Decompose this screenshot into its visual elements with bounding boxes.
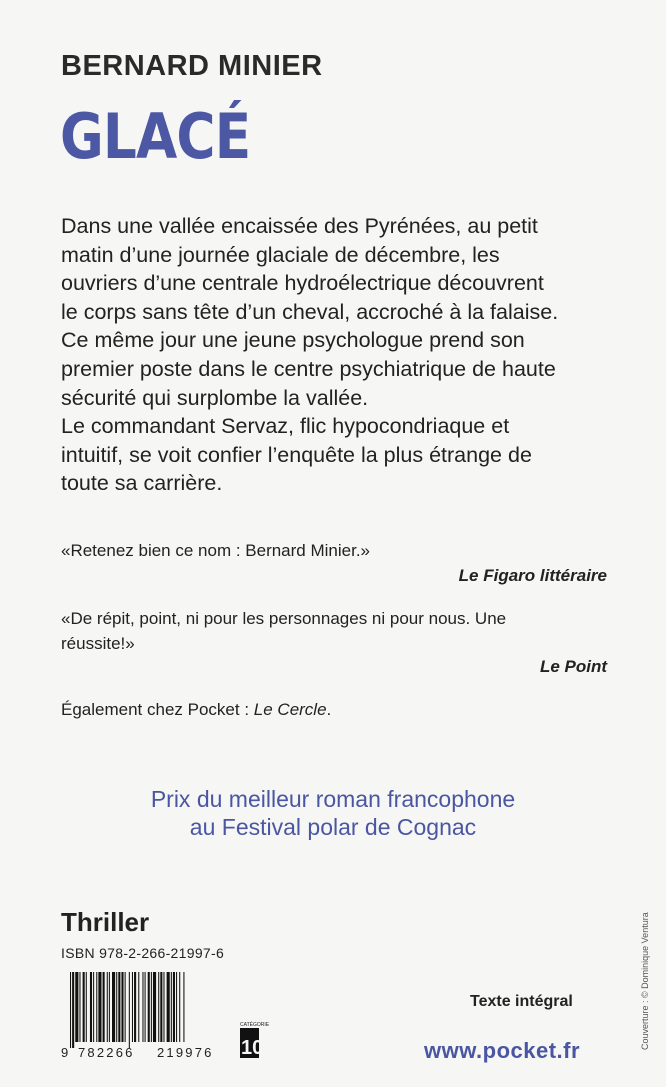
barcode-bar xyxy=(93,972,94,1042)
quote-text: «De répit, point, ni pour les personnages ni pour nous. Une xyxy=(61,609,507,628)
barcode-bar xyxy=(79,972,80,1042)
barcode-bar xyxy=(107,972,108,1042)
barcode-bar xyxy=(151,972,152,1042)
barcode-bar xyxy=(83,972,85,1042)
category-label: CATÉGORIE xyxy=(240,1022,270,1028)
book-title: GLACÉ xyxy=(60,100,251,173)
category-value: 10 xyxy=(241,1037,264,1059)
also-suffix: . xyxy=(326,700,332,719)
barcode-bar xyxy=(116,972,117,1042)
barcode-bars xyxy=(70,972,184,1048)
barcode-bar xyxy=(129,972,130,1048)
barcode-right-digits: 219976 xyxy=(157,1045,214,1060)
barcode-bar xyxy=(98,972,101,1042)
barcode-bar xyxy=(176,972,177,1042)
blurb-line: matin d’une journée glaciale de décembre, les xyxy=(61,242,500,267)
barcode-bar xyxy=(158,972,159,1042)
quote-text: «Retenez bien ce nom : Bernard Minier.» xyxy=(61,541,371,560)
blurb-line: Le commandant Servaz, flic hypocondriaque et xyxy=(61,414,510,439)
barcode-bar xyxy=(118,972,120,1042)
quote-source: Le Point xyxy=(539,657,607,676)
publisher-url: www.pocket.fr xyxy=(424,1038,581,1063)
blurb-line: Dans une vallée encaissée des Pyrénées, au petit xyxy=(61,214,538,238)
blurb-line: premier poste dans le centre psychiatrique de haute xyxy=(61,356,556,381)
barcode-bar xyxy=(145,972,146,1042)
blurb-line: toute sa carrière. xyxy=(61,471,223,496)
barcode-bar xyxy=(153,972,156,1042)
also-prefix: Également chez Pocket : xyxy=(61,700,254,719)
quote-source: Le Figaro littéraire xyxy=(458,566,607,585)
edition-label: Texte intégral xyxy=(470,993,573,1010)
barcode-bar xyxy=(103,972,105,1042)
barcode-bar xyxy=(179,972,180,1042)
blurb-line: intuitif, se voit confier l’enquête la plus étrange de xyxy=(61,442,532,467)
barcode xyxy=(60,970,270,1060)
barcode-leading-digit: 9 xyxy=(61,1045,69,1060)
barcode-bar xyxy=(163,972,164,1042)
also-available xyxy=(61,700,331,720)
barcode-bar xyxy=(171,972,172,1042)
barcode-bar xyxy=(86,972,87,1042)
barcode-bar xyxy=(125,972,126,1042)
barcode-bar xyxy=(148,972,150,1042)
quote-text: réussite!» xyxy=(61,634,135,653)
barcode-bar xyxy=(121,972,123,1042)
barcode-left-digits: 782266 xyxy=(78,1045,135,1060)
blurb-line: sécurité qui surplombe la vallée. xyxy=(61,385,369,410)
blurb-line: ouvriers d’une centrale hydroélectrique découvrent xyxy=(61,271,544,296)
prize-award xyxy=(60,785,606,841)
isbn-text: ISBN 978-2-266-21997-6 xyxy=(61,945,225,961)
barcode-bar xyxy=(132,972,133,1042)
also-work-title: Le Cercle xyxy=(253,700,327,719)
blurb-line: Ce même jour une jeune psychologue prend son xyxy=(61,328,525,353)
barcode-bar xyxy=(90,972,92,1042)
category-badge xyxy=(240,1021,270,1059)
prize-line: Prix du meilleur roman francophone xyxy=(150,786,516,812)
barcode-bar xyxy=(109,972,110,1042)
barcode-bar xyxy=(70,972,71,1048)
author-name: BERNARD MINIER xyxy=(61,50,323,82)
barcode-bar xyxy=(112,972,115,1042)
barcode-bar xyxy=(75,972,78,1042)
barcode-bar xyxy=(160,972,162,1042)
barcode-bar xyxy=(142,972,143,1042)
barcode-bar xyxy=(183,972,184,1042)
barcode-bar xyxy=(134,972,136,1042)
prize-line: au Festival polar de Cognac xyxy=(189,814,477,840)
cover-credit: Couverture : © Dominique Ventura xyxy=(640,912,650,1050)
blurb-line: le corps sans tête d’un cheval, accroché à la falaise. xyxy=(61,299,559,324)
barcode-bar xyxy=(96,972,97,1042)
blurb xyxy=(61,212,607,498)
barcode-bar xyxy=(167,972,170,1042)
barcode-bar xyxy=(138,972,139,1042)
barcode-bar xyxy=(173,972,175,1042)
barcode-bar xyxy=(72,972,74,1048)
genre-label: Thriller xyxy=(61,907,150,937)
